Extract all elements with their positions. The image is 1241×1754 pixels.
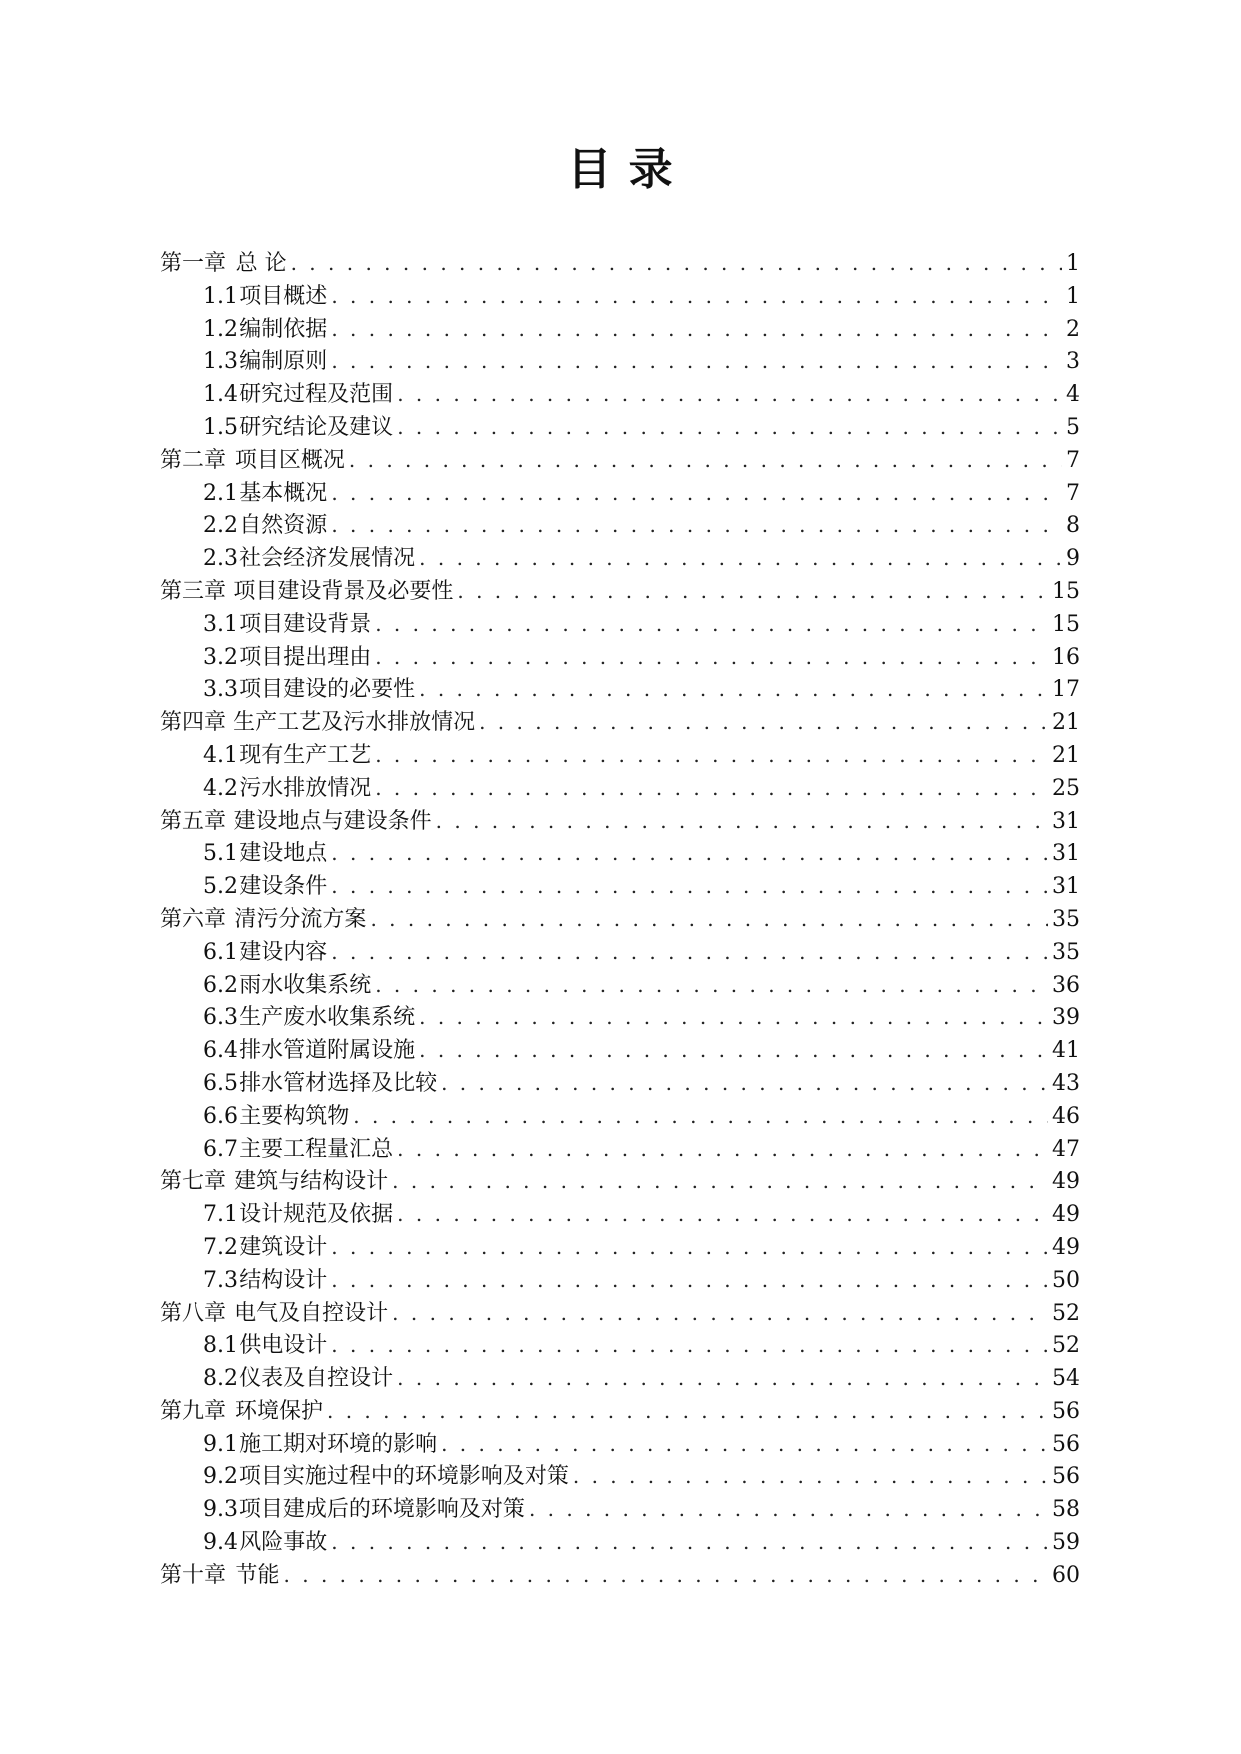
toc-dot-leader xyxy=(291,247,1062,280)
toc-entry-title: 仪表及自控设计 xyxy=(239,1366,394,1392)
toc-entry-page-number: 1 xyxy=(1066,251,1080,276)
toc-entry-page-number: 46 xyxy=(1052,1103,1080,1129)
toc-entry-number: 5.2 xyxy=(203,874,238,900)
toc-entry-page-number: 52 xyxy=(1052,1300,1080,1326)
toc-entry-page-number: 9 xyxy=(1066,546,1080,572)
toc-section-entry[interactable] xyxy=(160,641,1080,674)
toc-entry-title: 建筑设计 xyxy=(239,1234,328,1260)
toc-dot-leader xyxy=(441,1067,1048,1100)
toc-entry-number: 1.1 xyxy=(203,283,238,309)
toc-dot-leader xyxy=(397,1198,1048,1231)
toc-entry-number: 1.5 xyxy=(203,414,238,440)
toc-section-entry[interactable] xyxy=(160,1067,1080,1100)
toc-entry-title: 主要工程量汇总 xyxy=(239,1136,394,1162)
toc-entry-number: 9.2 xyxy=(203,1464,238,1490)
toc-entry-number: 第二章 xyxy=(160,447,227,473)
toc-section-entry[interactable] xyxy=(160,509,1080,542)
toc-entry-number: 第五章 xyxy=(160,808,227,834)
toc-entry-title: 总 论 xyxy=(235,251,287,276)
toc-entry-title: 自然资源 xyxy=(239,513,328,539)
toc-entry-title: 结构设计 xyxy=(239,1267,328,1293)
toc-dot-leader xyxy=(331,509,1062,542)
toc-dot-leader xyxy=(370,903,1048,936)
toc-dot-leader xyxy=(284,1559,1048,1592)
toc-chapter-entry[interactable] xyxy=(160,706,1080,739)
toc-entry-page-number: 36 xyxy=(1052,972,1080,998)
toc-entry-title: 设计规范及依据 xyxy=(239,1202,394,1228)
toc-entry-title: 生产工艺及污水排放情况 xyxy=(233,710,476,736)
toc-entry-title: 主要构筑物 xyxy=(239,1103,350,1129)
toc-entry-page-number: 49 xyxy=(1052,1169,1080,1195)
toc-entry-number: 第一章 xyxy=(160,251,227,276)
toc-dot-leader xyxy=(479,706,1048,739)
toc-dot-leader xyxy=(331,313,1062,346)
toc-entry-number: 6.6 xyxy=(203,1103,238,1129)
toc-entry-number: 8.1 xyxy=(203,1333,238,1359)
toc-chapter-entry[interactable] xyxy=(160,903,1080,936)
toc-chapter-entry[interactable] xyxy=(160,444,1080,477)
toc-entry-number: 1.4 xyxy=(203,382,238,408)
toc-entry-number: 9.3 xyxy=(203,1497,238,1523)
toc-dot-leader xyxy=(419,1001,1048,1034)
toc-entry-page-number: 60 xyxy=(1052,1562,1080,1588)
toc-dot-leader xyxy=(419,673,1048,706)
toc-entry-title: 现有生产工艺 xyxy=(239,742,372,768)
toc-chapter-entry[interactable] xyxy=(160,805,1080,838)
toc-section-entry[interactable] xyxy=(160,1362,1080,1395)
toc-entry-title: 项目建设的必要性 xyxy=(239,677,416,703)
toc-entry-title: 项目建设背景及必要性 xyxy=(233,578,454,604)
toc-section-entry[interactable] xyxy=(160,608,1080,641)
toc-entry-number: 1.2 xyxy=(203,316,238,342)
toc-entry-number: 8.2 xyxy=(203,1366,238,1392)
toc-entry-number: 6.1 xyxy=(203,939,238,965)
toc-entry-title: 研究结论及建议 xyxy=(239,414,394,440)
toc-entry-page-number: 21 xyxy=(1052,710,1080,736)
toc-dot-leader xyxy=(331,345,1062,378)
toc-chapter-entry[interactable] xyxy=(160,575,1080,608)
toc-entry-number: 2.1 xyxy=(203,480,238,506)
toc-section-entry[interactable] xyxy=(160,870,1080,903)
toc-entry-title: 研究过程及范围 xyxy=(239,382,394,408)
toc-dot-leader xyxy=(397,411,1062,444)
toc-entry-title: 生产废水收集系统 xyxy=(239,1005,416,1031)
toc-entry-title: 建设地点与建设条件 xyxy=(233,808,432,834)
toc-chapter-entry[interactable] xyxy=(160,1395,1080,1428)
toc-section-entry[interactable] xyxy=(160,1428,1080,1461)
toc-entry-page-number: 58 xyxy=(1052,1497,1080,1523)
toc-dot-leader xyxy=(397,1362,1048,1395)
toc-dot-leader xyxy=(331,936,1048,969)
toc-dot-leader xyxy=(349,444,1062,477)
toc-entry-number: 6.5 xyxy=(203,1070,238,1096)
toc-dot-leader xyxy=(331,870,1048,903)
toc-dot-leader xyxy=(353,1100,1048,1133)
toc-entry-number: 7.3 xyxy=(203,1267,238,1293)
toc-entry-title: 清污分流方案 xyxy=(234,906,367,932)
toc-entry-title: 建设内容 xyxy=(239,939,328,965)
toc-section-entry[interactable] xyxy=(160,1034,1080,1067)
toc-entry-title: 电气及自控设计 xyxy=(234,1300,389,1326)
toc-entry-title: 项目建设背景 xyxy=(239,611,372,637)
toc-dot-leader xyxy=(375,641,1048,674)
toc-entry-number: 2.2 xyxy=(203,513,238,539)
toc-dot-leader xyxy=(331,1231,1048,1264)
toc-entry-page-number: 16 xyxy=(1052,644,1080,670)
toc-entry-title: 建设地点 xyxy=(239,841,328,867)
toc-entry-number: 7.2 xyxy=(203,1234,238,1260)
toc-dot-leader xyxy=(419,1034,1048,1067)
toc-chapter-entry[interactable] xyxy=(160,1165,1080,1198)
toc-entry-page-number: 56 xyxy=(1052,1398,1080,1424)
toc-entry-number: 第十章 xyxy=(160,1562,227,1588)
toc-entry-page-number: 35 xyxy=(1052,906,1080,932)
toc-entry-number: 9.4 xyxy=(203,1530,238,1556)
toc-section-entry[interactable] xyxy=(160,1100,1080,1133)
toc-section-entry[interactable] xyxy=(160,673,1080,706)
toc-entry-page-number: 56 xyxy=(1052,1464,1080,1490)
toc-section-entry[interactable] xyxy=(160,1329,1080,1362)
toc-dot-leader xyxy=(436,805,1048,838)
toc-dot-leader xyxy=(375,608,1048,641)
toc-section-entry[interactable] xyxy=(160,1526,1080,1559)
toc-dot-leader xyxy=(331,477,1062,510)
toc-entry-page-number: 39 xyxy=(1052,1005,1080,1031)
toc-section-entry[interactable] xyxy=(160,280,1080,313)
toc-entry-page-number: 1 xyxy=(1066,283,1080,309)
toc-entry-page-number: 5 xyxy=(1066,414,1080,440)
toc-chapter-entry[interactable] xyxy=(160,247,1080,280)
toc-section-entry[interactable] xyxy=(160,477,1080,510)
toc-entry-title: 建筑与结构设计 xyxy=(234,1169,389,1195)
toc-entry-number: 6.4 xyxy=(203,1038,238,1064)
toc-entry-page-number: 21 xyxy=(1052,742,1080,768)
toc-entry-number: 5.1 xyxy=(203,841,238,867)
toc-entry-title: 建设条件 xyxy=(239,874,328,900)
toc-entry-page-number: 43 xyxy=(1052,1070,1080,1096)
toc-entry-title: 施工期对环境的影响 xyxy=(239,1431,438,1457)
toc-dot-leader xyxy=(457,575,1048,608)
toc-section-entry[interactable] xyxy=(160,837,1080,870)
toc-dot-leader xyxy=(331,1526,1048,1559)
toc-entry-title: 社会经济发展情况 xyxy=(239,546,416,572)
toc-dot-leader xyxy=(397,378,1062,411)
toc-entry-page-number: 54 xyxy=(1052,1366,1080,1392)
toc-entry-page-number: 17 xyxy=(1052,677,1080,703)
toc-entry-number: 第六章 xyxy=(160,906,227,932)
toc-dot-leader xyxy=(397,1133,1048,1166)
toc-dot-leader xyxy=(331,837,1048,870)
toc-entry-number: 第九章 xyxy=(160,1398,227,1424)
toc-entry-title: 编制原则 xyxy=(239,349,328,375)
toc-entry-number: 4.2 xyxy=(203,775,238,801)
toc-entry-page-number: 3 xyxy=(1066,349,1080,375)
toc-entry-page-number: 59 xyxy=(1052,1530,1080,1556)
toc-entry-title: 基本概况 xyxy=(239,480,328,506)
toc-section-entry[interactable] xyxy=(160,345,1080,378)
toc-dot-leader xyxy=(392,1165,1048,1198)
toc-entry-number: 6.7 xyxy=(203,1136,238,1162)
toc-entry-number: 1.3 xyxy=(203,349,238,375)
toc-entry-page-number: 31 xyxy=(1052,841,1080,867)
toc-dot-leader xyxy=(529,1493,1048,1526)
toc-entry-title: 排水管材选择及比较 xyxy=(239,1070,438,1096)
toc-entry-number: 4.1 xyxy=(203,742,238,768)
toc-section-entry[interactable] xyxy=(160,313,1080,346)
toc-chapter-entry[interactable] xyxy=(160,1297,1080,1330)
toc-entry-page-number: 7 xyxy=(1066,447,1080,473)
toc-entry-page-number: 52 xyxy=(1052,1333,1080,1359)
toc-entry-title: 供电设计 xyxy=(239,1333,328,1359)
toc-section-entry[interactable] xyxy=(160,772,1080,805)
toc-section-entry[interactable] xyxy=(160,969,1080,1002)
toc-entry-number: 3.3 xyxy=(203,677,238,703)
toc-entry-title: 雨水收集系统 xyxy=(239,972,372,998)
toc-entry-page-number: 2 xyxy=(1066,316,1080,342)
toc-entry-title: 项目实施过程中的环境影响及对策 xyxy=(238,1464,569,1490)
toc-dot-leader xyxy=(331,280,1062,313)
toc-entry-number: 6.3 xyxy=(203,1005,238,1031)
toc-section-entry[interactable] xyxy=(160,739,1080,772)
toc-dot-leader xyxy=(331,1329,1048,1362)
toc-entry-title: 节能 xyxy=(235,1562,280,1588)
toc-entry-page-number: 7 xyxy=(1066,480,1080,506)
toc-entry-number: 3.2 xyxy=(203,644,238,670)
toc-chapter-entry[interactable] xyxy=(160,1559,1080,1592)
toc-entry-title: 项目区概况 xyxy=(234,447,345,473)
toc-entry-number: 第七章 xyxy=(160,1169,227,1195)
toc-entry-page-number: 49 xyxy=(1052,1202,1080,1228)
toc-entry-title: 项目提出理由 xyxy=(239,644,372,670)
toc-entry-page-number: 50 xyxy=(1052,1267,1080,1293)
toc-entry-number: 6.2 xyxy=(203,972,238,998)
toc-section-entry[interactable] xyxy=(160,1231,1080,1264)
toc-entry-page-number: 47 xyxy=(1052,1136,1080,1162)
toc-section-entry[interactable] xyxy=(160,1133,1080,1166)
toc-dot-leader xyxy=(375,969,1048,1002)
toc-dot-leader xyxy=(375,772,1048,805)
toc-entry-page-number: 56 xyxy=(1052,1431,1080,1457)
toc-entry-page-number: 31 xyxy=(1052,874,1080,900)
toc-entry-page-number: 25 xyxy=(1052,775,1080,801)
toc-entry-page-number: 31 xyxy=(1052,808,1080,834)
toc-section-entry[interactable] xyxy=(160,1198,1080,1231)
toc-section-entry[interactable] xyxy=(160,378,1080,411)
toc-entry-title: 排水管道附属设施 xyxy=(239,1038,416,1064)
toc-entry-page-number: 15 xyxy=(1052,578,1080,604)
toc-section-entry[interactable] xyxy=(160,1001,1080,1034)
toc-entry-number: 2.3 xyxy=(203,546,238,572)
toc-entry-number: 9.1 xyxy=(203,1431,238,1457)
toc-entry-page-number: 41 xyxy=(1052,1038,1080,1064)
toc-entry-title: 污水排放情况 xyxy=(239,775,372,801)
toc-section-entry[interactable] xyxy=(160,411,1080,444)
toc-section-entry[interactable] xyxy=(160,1460,1080,1493)
toc-section-entry[interactable] xyxy=(160,1493,1080,1526)
toc-section-entry[interactable] xyxy=(160,542,1080,575)
toc-entry-number: 3.1 xyxy=(203,611,238,637)
toc-entry-title: 项目建成后的环境影响及对策 xyxy=(238,1497,525,1523)
toc-entry-page-number: 4 xyxy=(1066,382,1080,408)
toc-entry-number: 7.1 xyxy=(203,1202,238,1228)
toc-dot-leader xyxy=(375,739,1048,772)
table-of-contents xyxy=(160,247,1080,1592)
toc-entry-title: 环境保护 xyxy=(234,1398,323,1424)
toc-entry-page-number: 15 xyxy=(1052,611,1080,637)
toc-entry-page-number: 8 xyxy=(1066,513,1080,539)
toc-dot-leader xyxy=(392,1297,1048,1330)
page-title: 目 录 xyxy=(567,144,674,195)
toc-entry-title: 风险事故 xyxy=(239,1530,328,1556)
toc-dot-leader xyxy=(573,1460,1048,1493)
toc-entry-title: 项目概述 xyxy=(239,283,328,309)
toc-entry-number: 第四章 xyxy=(160,710,227,736)
toc-entry-page-number: 49 xyxy=(1052,1234,1080,1260)
toc-dot-leader xyxy=(441,1428,1048,1461)
toc-dot-leader xyxy=(327,1395,1048,1428)
toc-entry-page-number: 35 xyxy=(1052,939,1080,965)
toc-entry-title: 编制依据 xyxy=(239,316,328,342)
toc-entry-number: 第八章 xyxy=(160,1300,227,1326)
toc-dot-leader xyxy=(331,1264,1048,1297)
toc-dot-leader xyxy=(419,542,1062,575)
toc-entry-number: 第三章 xyxy=(160,578,227,604)
toc-section-entry[interactable] xyxy=(160,1264,1080,1297)
toc-section-entry[interactable] xyxy=(160,936,1080,969)
